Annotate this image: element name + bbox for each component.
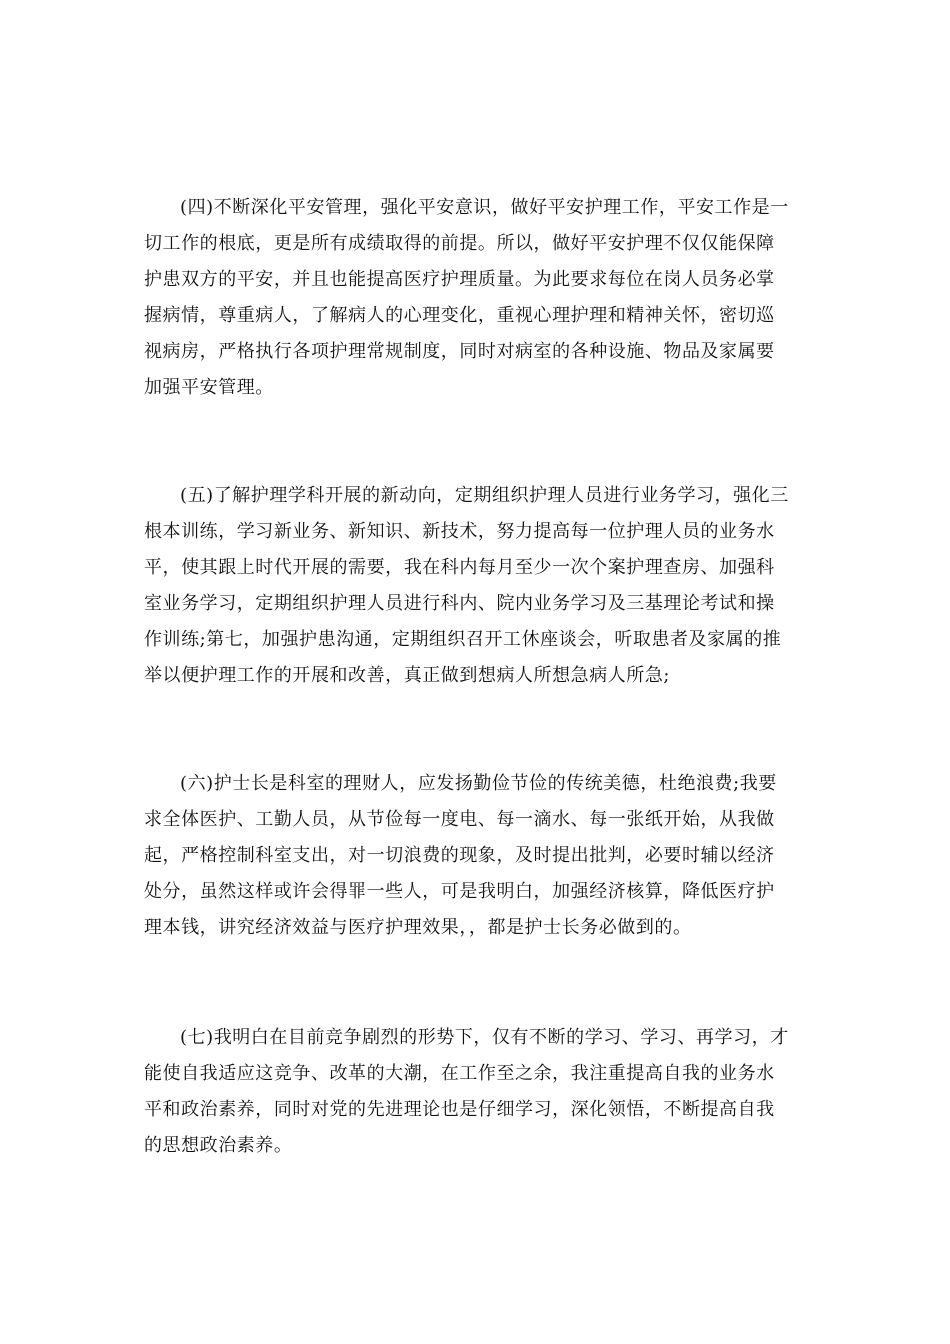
paragraph-line: (四)不断深化平安管理，强化平安意识，做好平安护理工作，平安工作是一 bbox=[180, 197, 789, 218]
paragraph-line: 的思想政治素养。 bbox=[144, 1135, 293, 1156]
paragraph-line: 理本钱，讲究经济效益与医疗护理效果，，都是护士长务必做到的。 bbox=[144, 917, 692, 938]
paragraph-line: 加强平安管理。 bbox=[144, 377, 274, 398]
paragraph-line: 起，严格控制科室支出，对一切浪费的现象，及时提出批判，必要时辅以经济 bbox=[144, 845, 775, 866]
paragraph-line: 作训练;第七，加强护患沟通，定期组织召开工休座谈会，听取患者及家属的推 bbox=[144, 629, 782, 650]
paragraph-4 bbox=[144, 190, 806, 406]
paragraph-line: 举以便护理工作的开展和改善，真正做到想病人所想急病人所急; bbox=[144, 665, 671, 686]
paragraph-6 bbox=[144, 766, 806, 946]
paragraph-line: 能使自我适应这竞争、改革的大潮，在工作至之余，我注重提高自我的业务水 bbox=[144, 1063, 775, 1084]
paragraph-line: 平，使其跟上时代开展的需要，我在科内每月至少一次个案护理查房、加强科 bbox=[144, 557, 775, 578]
paragraph-line: 护患双方的平安，并且也能提高医疗护理质量。为此要求每位在岗人员务必掌 bbox=[144, 269, 775, 290]
paragraph-5 bbox=[144, 478, 806, 694]
paragraph-line: (七)我明白在目前竞争剧烈的形势下，仅有不断的学习、学习、再学习，才 bbox=[180, 1027, 789, 1048]
paragraph-line: 平和政治素养，同时对党的先进理论也是仔细学习，深化领悟，不断提高自我 bbox=[144, 1099, 775, 1120]
paragraph-line: 根本训练，学习新业务、新知识、新技术，努力提高每一位护理人员的业务水 bbox=[144, 521, 775, 542]
paragraph-line: 处分，虽然这样或许会得罪一些人，可是我明白，加强经济核算，降低医疗护 bbox=[144, 881, 775, 902]
paragraph-line: (六)护士长是科室的理财人，应发扬勤俭节俭的传统美德，杜绝浪费;我要 bbox=[180, 773, 777, 794]
paragraph-line: 握病情，尊重病人，了解病人的心理变化，重视心理护理和精神关怀，密切巡 bbox=[144, 305, 775, 326]
paragraph-line: 视病房，严格执行各项护理常规制度，同时对病室的各种设施、物品及家属要 bbox=[144, 341, 775, 362]
paragraph-7 bbox=[144, 1020, 806, 1164]
paragraph-line: 求全体医护、工勤人员，从节俭每一度电、每一滴水、每一张纸开始，从我做 bbox=[144, 809, 775, 830]
paragraph-line: (五)了解护理学科开展的新动向，定期组织护理人员进行业务学习，强化三 bbox=[180, 485, 789, 506]
paragraph-line: 切工作的根底，更是所有成绩取得的前提。所以，做好平安护理不仅仅能保障 bbox=[144, 233, 775, 254]
paragraph-line: 室业务学习，定期组织护理人员进行科内、院内业务学习及三基理论考试和操 bbox=[144, 593, 775, 614]
